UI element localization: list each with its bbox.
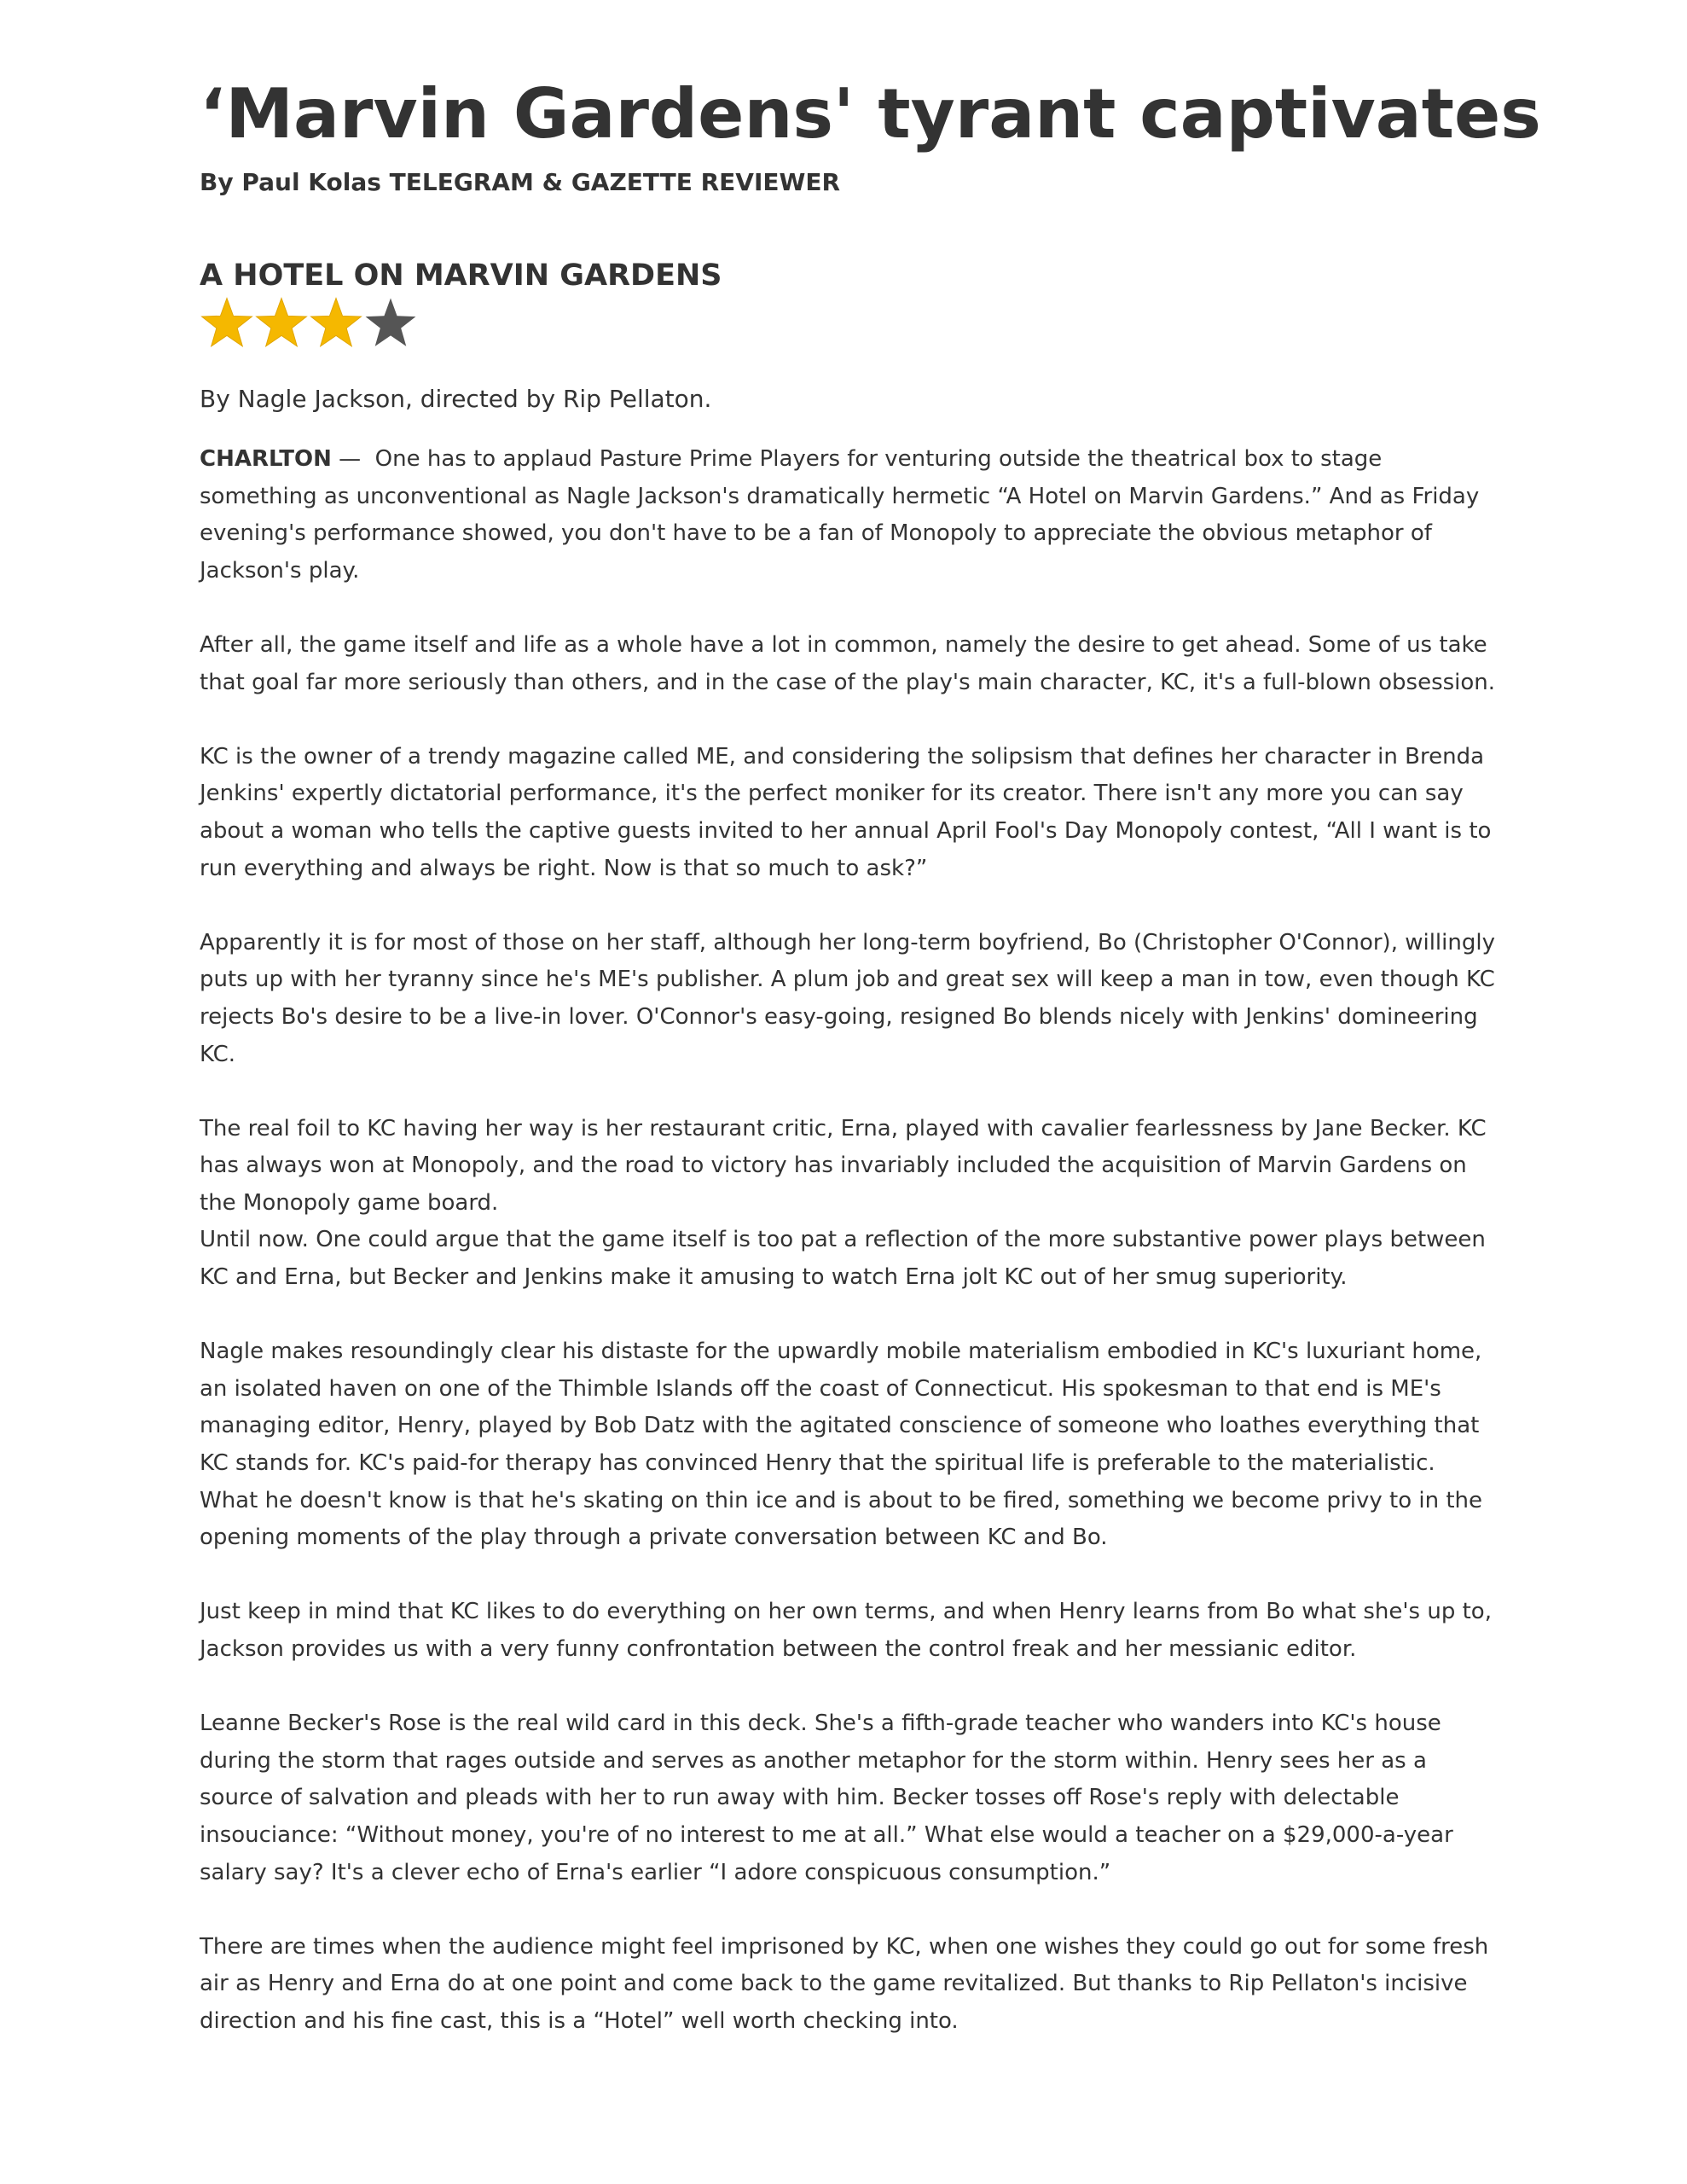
- paragraph: KC is the owner of a trendy magazine called ME, and considering the solipsism that defines her character in Brenda Jenkins' expertly dictatorial performance, it's the perfect moniker for its creator. There isn't any more you can say about a woman who tells the captive guests invited to her annual April Fool's Day Monopoly contest, “All I want is to run everything and always be right. Now is that so much to ask?”: [200, 743, 1492, 881]
- paragraph: Until now. One could argue that the game itself is too pat a reflection of the more substantive power plays between KC and Erna, but Becker and Jenkins make it amusing to watch Erna jolt KC out of her smug superiority.: [200, 1227, 1486, 1291]
- dateline: CHARLTON: [200, 446, 332, 472]
- paragraph: Apparently it is for most of those on her staff, although her long-term boyfriend, Bo (Christopher O'Connor), willingly puts up with her tyranny since he's ME's publisher. A plum job and great sex will keep a man in tow, even though KC rejects Bo's desire to be a live-in lover. O'Connor's easy-going, resigned Bo blends nicely with Jenkins' domineering KC.: [200, 929, 1495, 1067]
- paragraph: Leanne Becker's Rose is the real wild card in this deck. She's a fifth-grade teacher who wanders into KC's house during the storm that rages outside and serves as another metaphor for the storm within. Henry sees her as a source of salvation and pleads with her to run away with him. Becker tosses off Rose's reply with delectable insouciance: “Without money, you're of no interest to me at all.” What else would a teacher on a $29,000-a-year salary say? It's a clever echo of Erna's earlier “I adore conspicuous consumption.”: [200, 1711, 1453, 1885]
- headline: ‘Marvin Gardens' tyrant captivates: [200, 74, 1541, 154]
- byline: By Paul Kolas TELEGRAM & GAZETTE REVIEWER: [200, 168, 841, 196]
- paragraph: After all, the game itself and life as a whole have a lot in common, namely the desire to get ahead. Some of us take that goal far more seriously than others, and in the case of the play's main character, KC, it's a full-blown obsession.: [200, 631, 1496, 695]
- credit-line: By Nagle Jackson, directed by Rip Pellaton.: [200, 385, 712, 413]
- paragraph: [200, 441, 1496, 590]
- star-rating: [200, 295, 418, 351]
- star-empty-icon: [363, 296, 418, 351]
- paragraph-text: One has to applaud Pasture Prime Players for venturing outside the theatrical box to stage something as unconventional as Nagle Jackson's dramatically hermetic “A Hotel on Marvin Gardens.” And as Friday evening's performance showed, you don't have to be a fan of Monopoly to appreciate the obvious metaphor of Jackson's play.: [200, 446, 1480, 584]
- paragraph: Nagle makes resoundingly clear his distaste for the upwardly mobile materialism embodied in KC's luxuriant home, an isolated haven on one of the Thimble Islands off the coast of Connecticut. His spokesman to that end is ME's managing editor, Henry, played by Bob Datz with the agitated conscience of someone who loathes everything that KC stands for. KC's paid-for therapy has convinced Henry that the spiritual life is preferable to the materialistic. What he doesn't know is that he's skating on thin ice and is about to be fired, something we become privy to in the opening moments of the play through a private conversation between KC and Bo.: [200, 1339, 1483, 1551]
- show-title: A HOTEL ON MARVIN GARDENS: [200, 258, 722, 293]
- star-filled-icon: [200, 296, 254, 351]
- paragraph: Just keep in mind that KC likes to do everything on her own terms, and when Henry learns from Bo what she's up to, Jackson provides us with a very funny confrontation between the control freak and her messianic editor.: [200, 1599, 1492, 1662]
- paragraph: The real foil to KC having her way is her restaurant critic, Erna, played with cavalier fearlessness by Jane Becker. KC has always won at Monopoly, and the road to victory has invariably included the acquisition of Marvin Gardens on the Monopoly game board.: [200, 1115, 1487, 1216]
- paragraph: There are times when the audience might feel imprisoned by KC, when one wishes they could go out for some fresh air as Henry and Erna do at one point and come back to the game revitalized. But thanks to Rip Pellaton's incisive direction and his fine cast, this is a “Hotel” well worth checking into.: [200, 1933, 1489, 2034]
- star-filled-icon: [254, 296, 309, 351]
- dateline-separator: —: [331, 446, 375, 472]
- star-filled-icon: [309, 296, 363, 351]
- article-body: [200, 441, 1496, 2077]
